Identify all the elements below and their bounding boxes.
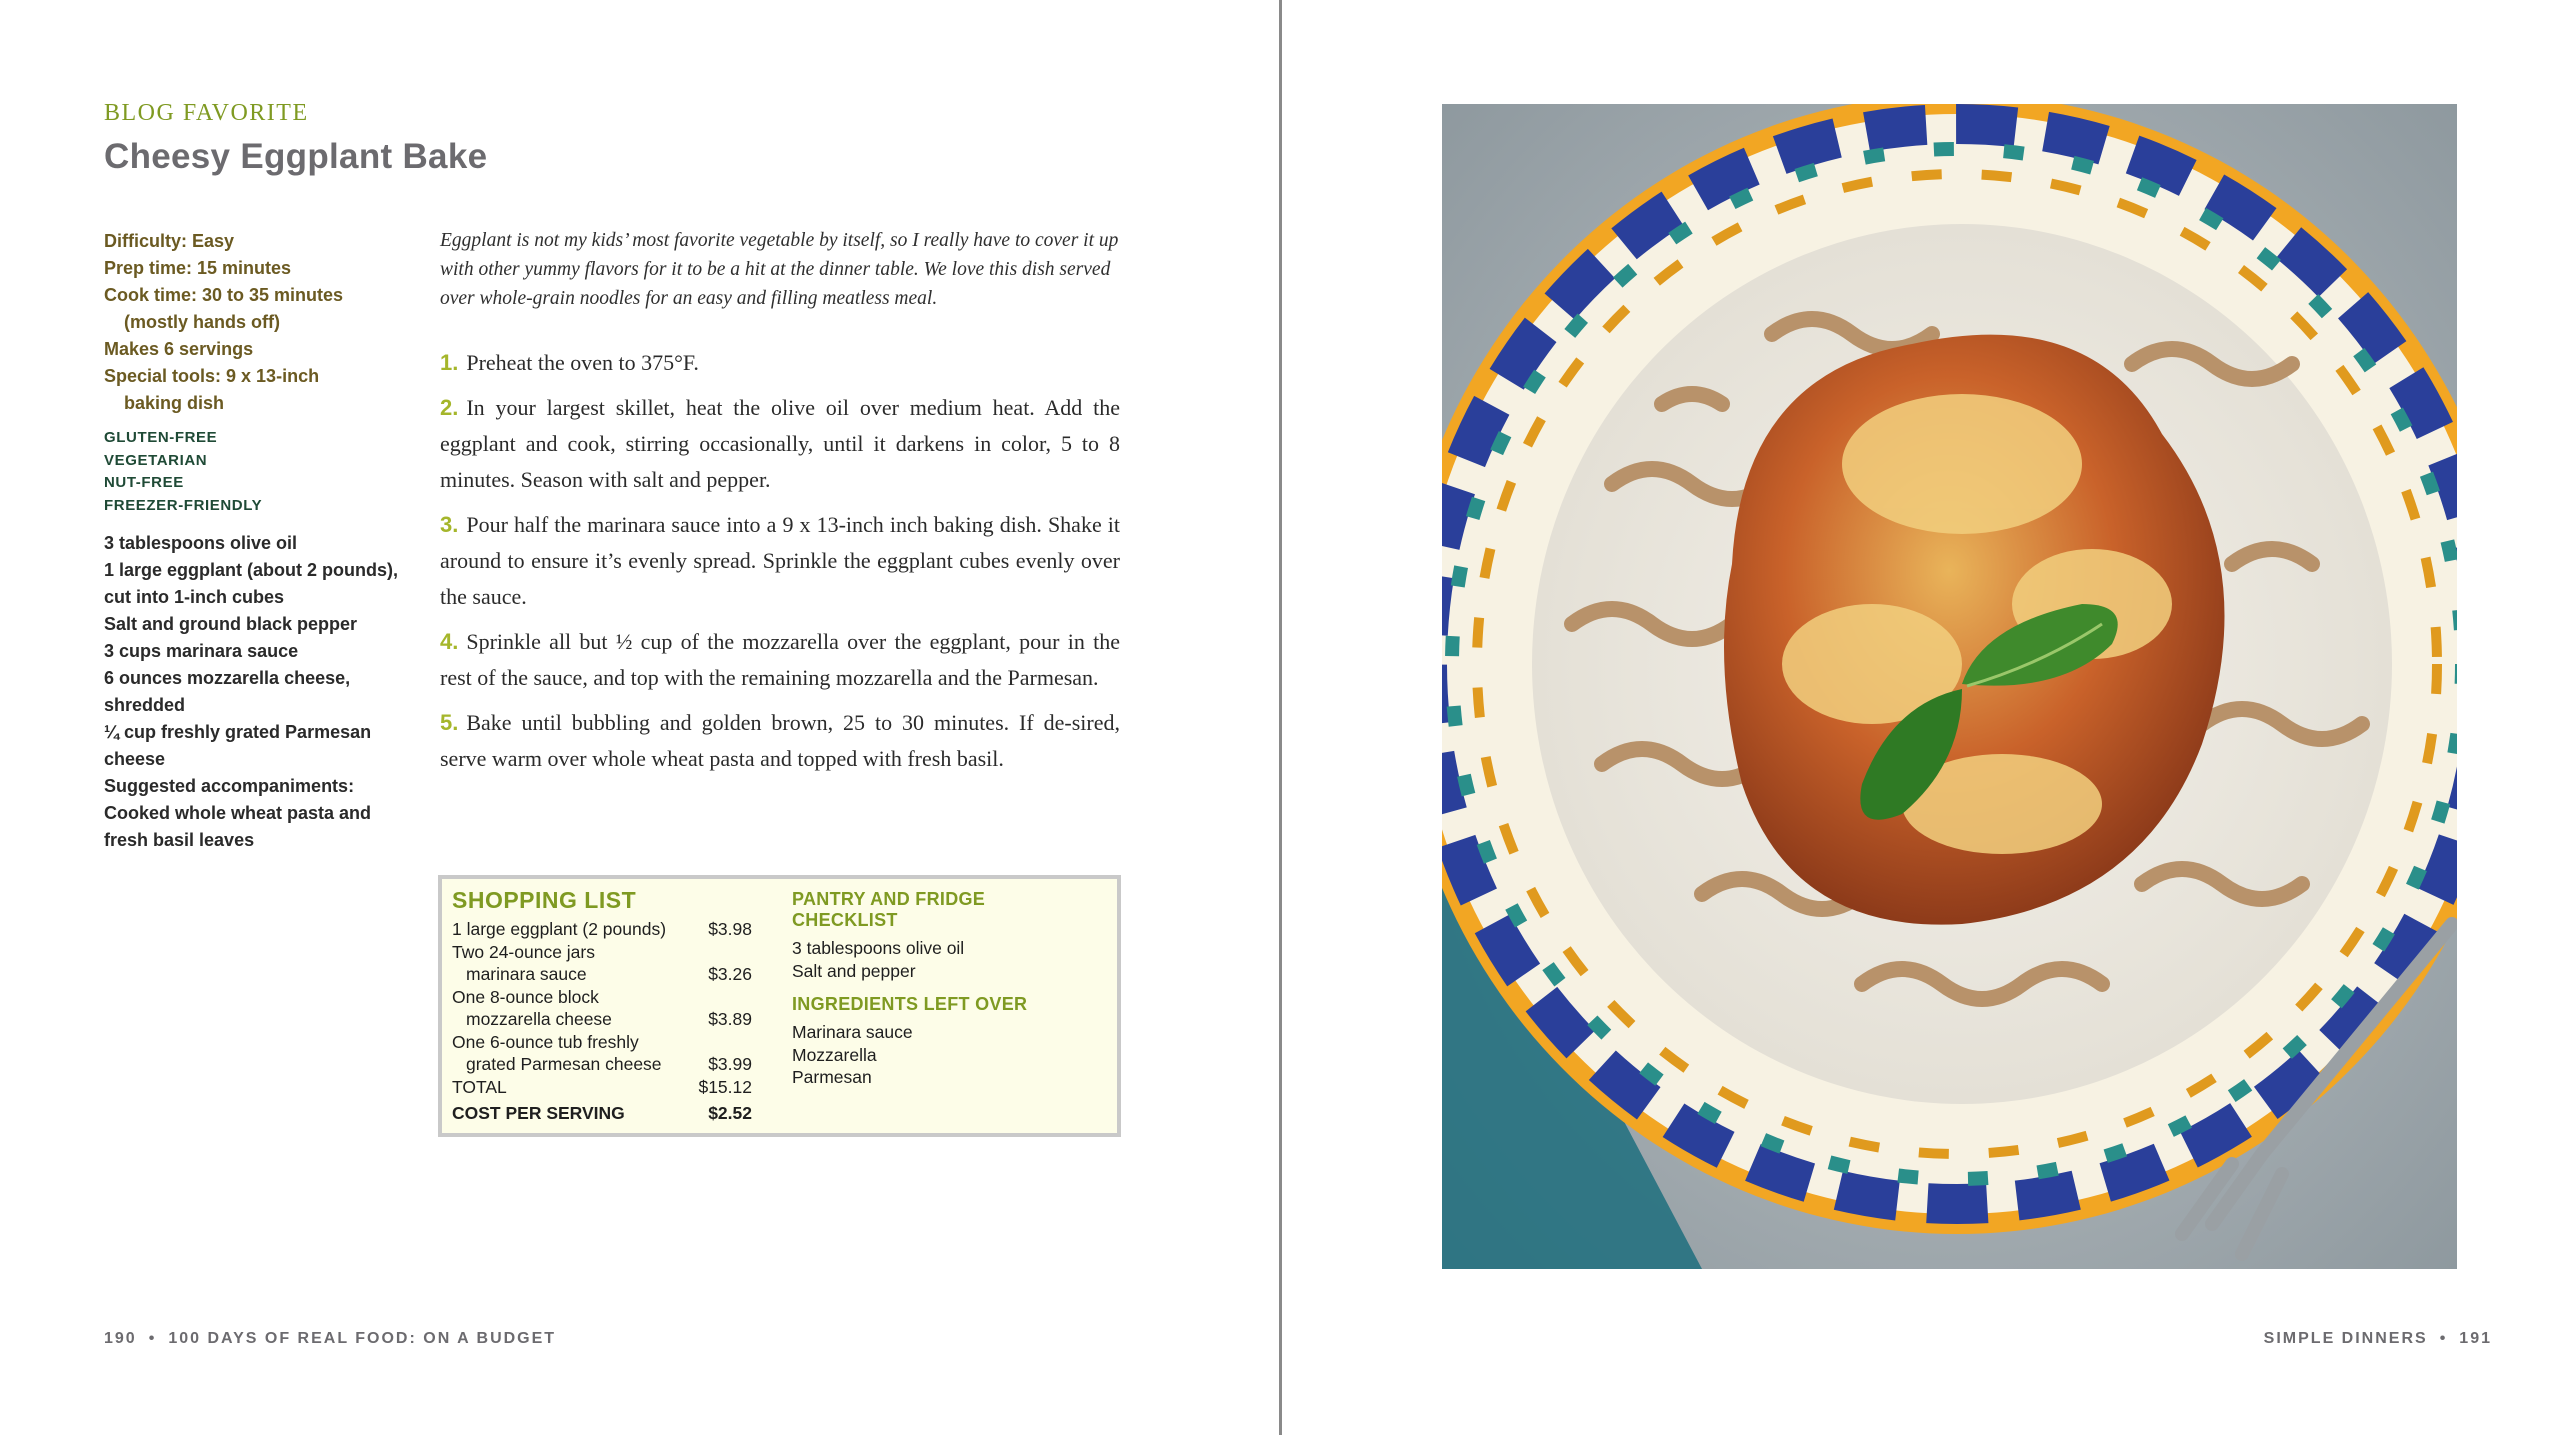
cost-per-serving-label: COST PER SERVING	[452, 1103, 625, 1123]
recipe-steps	[440, 345, 1120, 786]
diet-tag: VEGETARIAN	[104, 451, 208, 469]
pantry-title: PANTRY AND FRIDGE CHECKLIST	[792, 889, 986, 930]
shopping-total	[452, 1076, 752, 1099]
step-text: In your largest skillet, heat the olive oil over medium heat. Add the eggplant and cook, stirring occasionally, until it darkens in color, 5 to 8 minutes. Season with salt and pepper.	[440, 395, 1120, 492]
shopping-item-label-cont: marinara sauce	[466, 964, 587, 984]
meta-difficulty: Difficulty: Easy	[104, 231, 235, 251]
ingredient-item: 6 ounces mozzarella cheese, shredded	[104, 668, 351, 715]
left-footer	[104, 1330, 556, 1348]
shopping-item-price: $3.89	[708, 1009, 752, 1029]
step-text: Pour half the marinara sauce into a 9 x 13-inch inch baking dish. Shake it around to ensure it’s evenly spread. Sprinkle the eggplant cubes evenly over the sauce.	[440, 512, 1120, 609]
meta-cook-time: Cook time: 30 to 35 minutes	[104, 285, 344, 305]
recipe-kicker: BLOG FAVORITE	[104, 100, 309, 126]
recipe-title: Cheesy Eggplant Bake	[104, 137, 488, 176]
shopping-item-label: Two 24-ounce jars	[452, 941, 595, 962]
cost-per-serving-value: $2.52	[708, 1103, 752, 1123]
step-text: Bake until bubbling and golden brown, 25 to 30 minutes. If de-sired, serve warm over whole wheat pasta and topped with fresh basil.	[440, 710, 1120, 771]
step-number: 4.	[440, 629, 459, 654]
leftover-title: INGREDIENTS LEFT OVER	[792, 994, 1028, 1014]
shopping-item-label: One 6-ounce tub freshly	[452, 1031, 639, 1052]
meta-tools-note: baking dish	[124, 393, 225, 413]
ingredient-item: 3 tablespoons olive oil	[104, 533, 298, 553]
shopping-item-label-cont: grated Parmesan cheese	[466, 1054, 662, 1074]
step-number: 3.	[440, 512, 459, 537]
shopping-item	[452, 918, 752, 941]
meta-prep-time: Prep time: 15 minutes	[104, 258, 292, 278]
dish-photo	[1442, 104, 2457, 1269]
recipe-intro: Eggplant is not my kids’ most favorite vegetable by itself, so I really have to cover it up with other yummy flavors for it to be a hit at the dinner table. We love this dish served over whole-grain noodles for an easy and filling meatless meal.	[440, 230, 1119, 309]
step-number: 1.	[440, 350, 459, 375]
cost-per-serving	[452, 1102, 752, 1125]
shopping-list	[452, 887, 752, 1125]
recipe-step	[440, 390, 1120, 498]
leftover-list	[792, 1021, 1092, 1089]
ingredient-item: 3 cups marinara sauce	[104, 641, 299, 661]
meta-cook-note: (mostly hands off)	[124, 312, 280, 332]
page-number-right: 191	[2459, 1330, 2492, 1347]
accompaniments-text: Cooked whole wheat pasta and fresh basil leaves	[104, 803, 372, 850]
recipe-step	[440, 507, 1120, 615]
page-number-left: 190	[104, 1330, 137, 1347]
right-footer	[2264, 1330, 2492, 1348]
diet-tag: NUT-FREE	[104, 474, 184, 491]
pantry-item: Salt and pepper	[792, 960, 916, 981]
recipe-step	[440, 624, 1120, 696]
shopping-item	[452, 941, 752, 986]
pantry-list	[792, 937, 1092, 982]
shopping-item	[452, 1031, 752, 1076]
shopping-list-box	[438, 875, 1121, 1137]
diet-tag: FREEZER-FRIENDLY	[104, 496, 263, 514]
recipe-step	[440, 345, 1120, 381]
section-title: SIMPLE DINNERS	[2263, 1330, 2428, 1347]
shopping-total-value: $15.12	[698, 1076, 752, 1097]
leftover-item: Mozzarella	[792, 1044, 877, 1065]
shopping-item	[452, 986, 752, 1031]
shopping-list-title: SHOPPING LIST	[452, 887, 637, 913]
pantry-item: 3 tablespoons olive oil	[792, 938, 965, 958]
meta-tools: Special tools: 9 x 13-inch	[104, 366, 320, 386]
diet-tags	[104, 427, 262, 517]
step-text: Sprinkle all but ½ cup of the mozzarella over the eggplant, pour in the rest of the sauce, and top with the remaining mozzarella and the Parmesan.	[440, 629, 1120, 690]
meta-servings: Makes 6 servings	[104, 339, 254, 359]
recipe-meta	[104, 228, 404, 417]
footer-separator: •	[2439, 1330, 2448, 1347]
ingredient-item: 1 large eggplant (about 2 pounds), cut into 1-inch cubes	[104, 560, 399, 607]
shopping-item-price: $3.98	[708, 919, 752, 939]
step-number: 2.	[440, 395, 459, 420]
shopping-item-price: $3.26	[708, 964, 752, 984]
shopping-item-label: 1 large eggplant (2 pounds)	[452, 919, 667, 939]
ingredient-list	[104, 530, 404, 854]
ingredient-item: Salt and ground black pepper	[104, 614, 358, 634]
leftover-item: Marinara sauce	[792, 1022, 913, 1042]
accompaniments-label: Suggested accompaniments:	[104, 776, 355, 796]
shopping-total-label: TOTAL	[452, 1076, 507, 1097]
dish-illustration	[1442, 104, 2457, 1269]
recipe-step	[440, 705, 1120, 777]
shopping-item-price: $3.99	[708, 1054, 752, 1074]
book-title: 100 DAYS OF REAL FOOD: ON A BUDGET	[168, 1330, 557, 1347]
footer-separator: •	[148, 1330, 157, 1347]
step-number: 5.	[440, 710, 459, 735]
pantry-section	[792, 889, 1092, 1089]
ingredient-item: ¼ cup freshly grated Parmesan cheese	[104, 722, 372, 769]
diet-tag: GLUTEN-FREE	[104, 429, 218, 446]
step-text: Preheat the oven to 375°F.	[466, 350, 699, 375]
shopping-item-label: One 8-ounce block	[452, 986, 599, 1007]
shopping-item-label-cont: mozzarella cheese	[466, 1009, 612, 1029]
leftover-item: Parmesan	[792, 1067, 872, 1087]
